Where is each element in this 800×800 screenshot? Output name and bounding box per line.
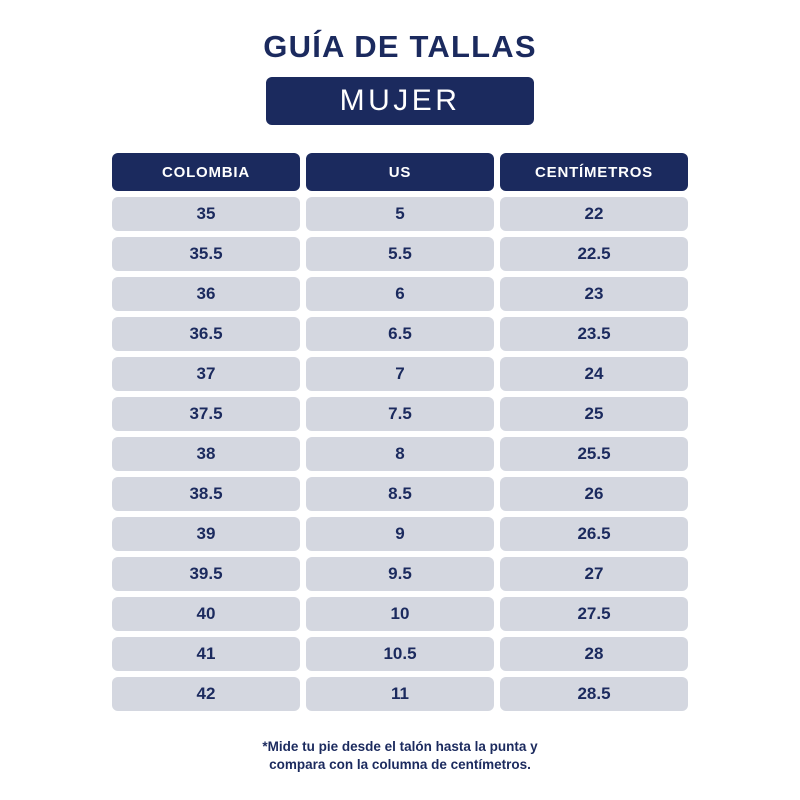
cell-us: 5.5: [306, 237, 494, 271]
table-row: [112, 677, 688, 711]
cell-centimetros: 26.5: [500, 517, 688, 551]
table-row: [112, 197, 688, 231]
cell-colombia: 36: [112, 277, 300, 311]
column-header-centimetros: CENTÍMETROS: [500, 153, 688, 191]
table-row: [112, 317, 688, 351]
cell-centimetros: 23.5: [500, 317, 688, 351]
cell-centimetros: 25: [500, 397, 688, 431]
table-row: [112, 477, 688, 511]
table-header-row: [112, 153, 688, 191]
cell-us: 6: [306, 277, 494, 311]
cell-colombia: 35.5: [112, 237, 300, 271]
cell-colombia: 37: [112, 357, 300, 391]
cell-centimetros: 22: [500, 197, 688, 231]
cell-colombia: 39: [112, 517, 300, 551]
cell-colombia: 37.5: [112, 397, 300, 431]
cell-us: 8.5: [306, 477, 494, 511]
cell-centimetros: 24: [500, 357, 688, 391]
subtitle-banner: [266, 77, 534, 125]
footnote: [0, 738, 800, 774]
cell-centimetros: 28.5: [500, 677, 688, 711]
table-row: [112, 517, 688, 551]
cell-centimetros: 27: [500, 557, 688, 591]
table-row: [112, 557, 688, 591]
cell-us: 8: [306, 437, 494, 471]
cell-colombia: 41: [112, 637, 300, 671]
table-row: [112, 637, 688, 671]
cell-us: 5: [306, 197, 494, 231]
table-row: [112, 237, 688, 271]
cell-centimetros: 26: [500, 477, 688, 511]
cell-centimetros: 25.5: [500, 437, 688, 471]
cell-colombia: 42: [112, 677, 300, 711]
cell-us: 11: [306, 677, 494, 711]
cell-us: 10: [306, 597, 494, 631]
cell-us: 9: [306, 517, 494, 551]
cell-centimetros: 28: [500, 637, 688, 671]
cell-us: 6.5: [306, 317, 494, 351]
cell-centimetros: 23: [500, 277, 688, 311]
cell-centimetros: 27.5: [500, 597, 688, 631]
column-header-colombia: COLOMBIA: [112, 153, 300, 191]
table-row: [112, 397, 688, 431]
footnote-line-2: compara con la columna de centímetros.: [269, 756, 531, 772]
cell-us: 10.5: [306, 637, 494, 671]
cell-us: 7.5: [306, 397, 494, 431]
cell-centimetros: 22.5: [500, 237, 688, 271]
cell-colombia: 40: [112, 597, 300, 631]
cell-colombia: 35: [112, 197, 300, 231]
table-row: [112, 597, 688, 631]
cell-us: 7: [306, 357, 494, 391]
cell-colombia: 39.5: [112, 557, 300, 591]
subtitle-label: MUJER: [339, 84, 461, 118]
table-row: [112, 357, 688, 391]
cell-colombia: 38.5: [112, 477, 300, 511]
table-row: [112, 437, 688, 471]
cell-us: 9.5: [306, 557, 494, 591]
cell-colombia: 36.5: [112, 317, 300, 351]
size-table: [112, 153, 688, 717]
page-title: GUÍA DE TALLAS: [263, 29, 537, 64]
column-header-us: US: [306, 153, 494, 191]
table-row: [112, 277, 688, 311]
footnote-line-1: *Mide tu pie desde el talón hasta la punta y: [262, 738, 538, 754]
cell-colombia: 38: [112, 437, 300, 471]
